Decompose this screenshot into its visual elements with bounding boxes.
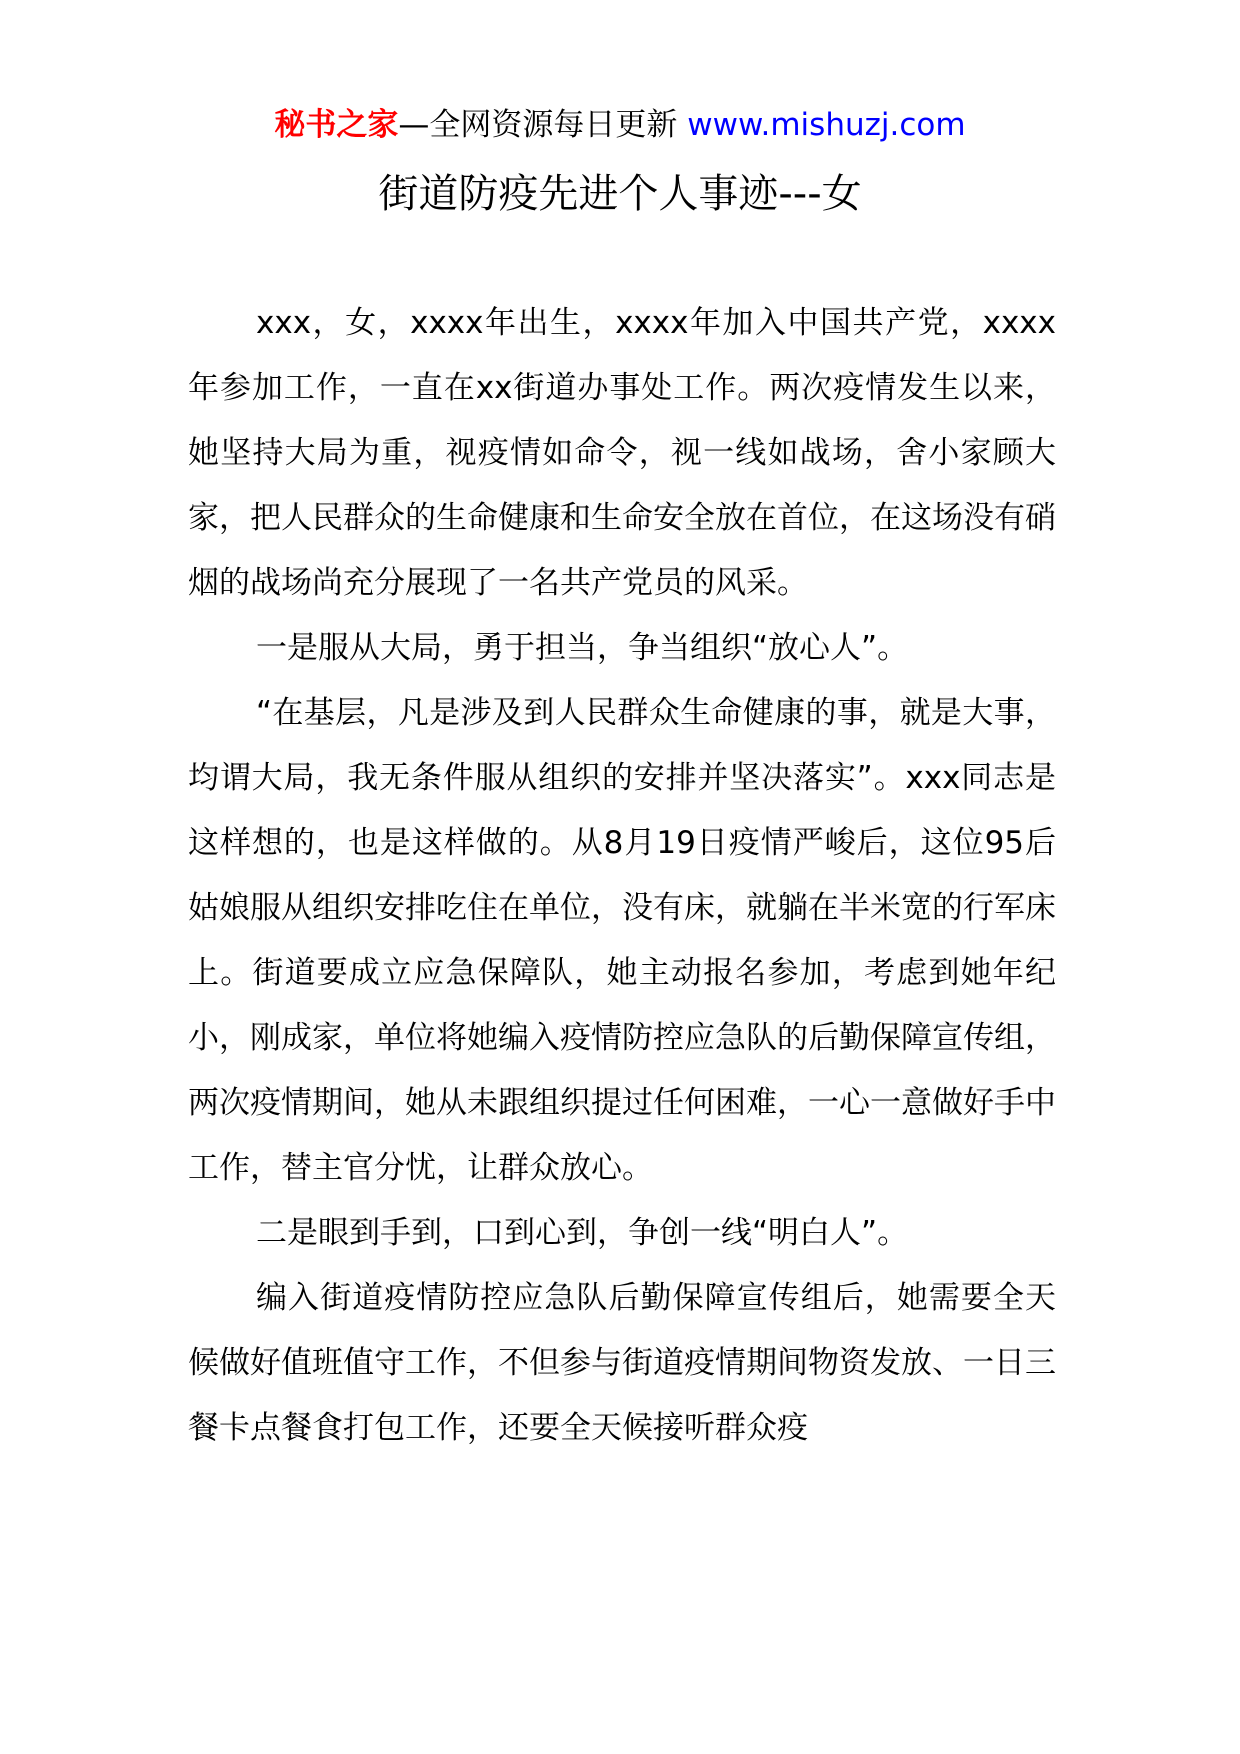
section-heading-2: 二是眼到手到，口到心到，争创一线“明白人”。 (256, 1215, 909, 1251)
paragraph-section-2: 编入街道疫情防控应急队后勤保障宣传组后，她需要全天候做好值班值守工作，不但参与街道疫情期间物资发放、一日三餐卡点餐食打包工作，还要全天候接听群众疫 (188, 1280, 1056, 1446)
section-heading-1: 一是服从大局，勇于担当，争当组织“放心人”。 (256, 630, 909, 666)
site-tagline: —全网资源每日更新 (398, 107, 678, 143)
site-url-link[interactable]: www.mishuzj.com (687, 107, 966, 143)
document-title: 街道防疫先进个人事迹---女 (378, 171, 862, 217)
site-header (0, 103, 1240, 147)
document-body (188, 291, 1056, 1461)
paragraph-intro: xxx，女，xxxx年出生，xxxx年加入中国共产党，xxxx年参加工作，一直在xx街道办事处工作。两次疫情发生以来，她坚持大局为重，视疫情如命令，视一线如战场，舍小家顾大家，把人民群众的生命健康和生命安全放在首位，在这场没有硝烟的战场尚充分展现了一名共产党员的风采。 (188, 305, 1056, 601)
paragraph-section-1: “在基层，凡是涉及到人民群众生命健康的事，就是大事，均谓大局，我无条件服从组织的安排并坚决落实”。xxx同志是这样想的，也是这样做的。从8月19日疫情严峻后，这位95后姑娘服从组织安排吃住在单位，没有床，就躺在半米宽的行军床上。街道要成立应急保障队，她主动报名参加，考虑到她年纪小，刚成家，单位将她编入疫情防控应急队的后勤保障宣传组，两次疫情期间，她从未跟组织提过任何困难，一心一意做好手中工作，替主官分忧，让群众放心。 (188, 695, 1056, 1186)
brand-name: 秘书之家 (274, 107, 399, 143)
